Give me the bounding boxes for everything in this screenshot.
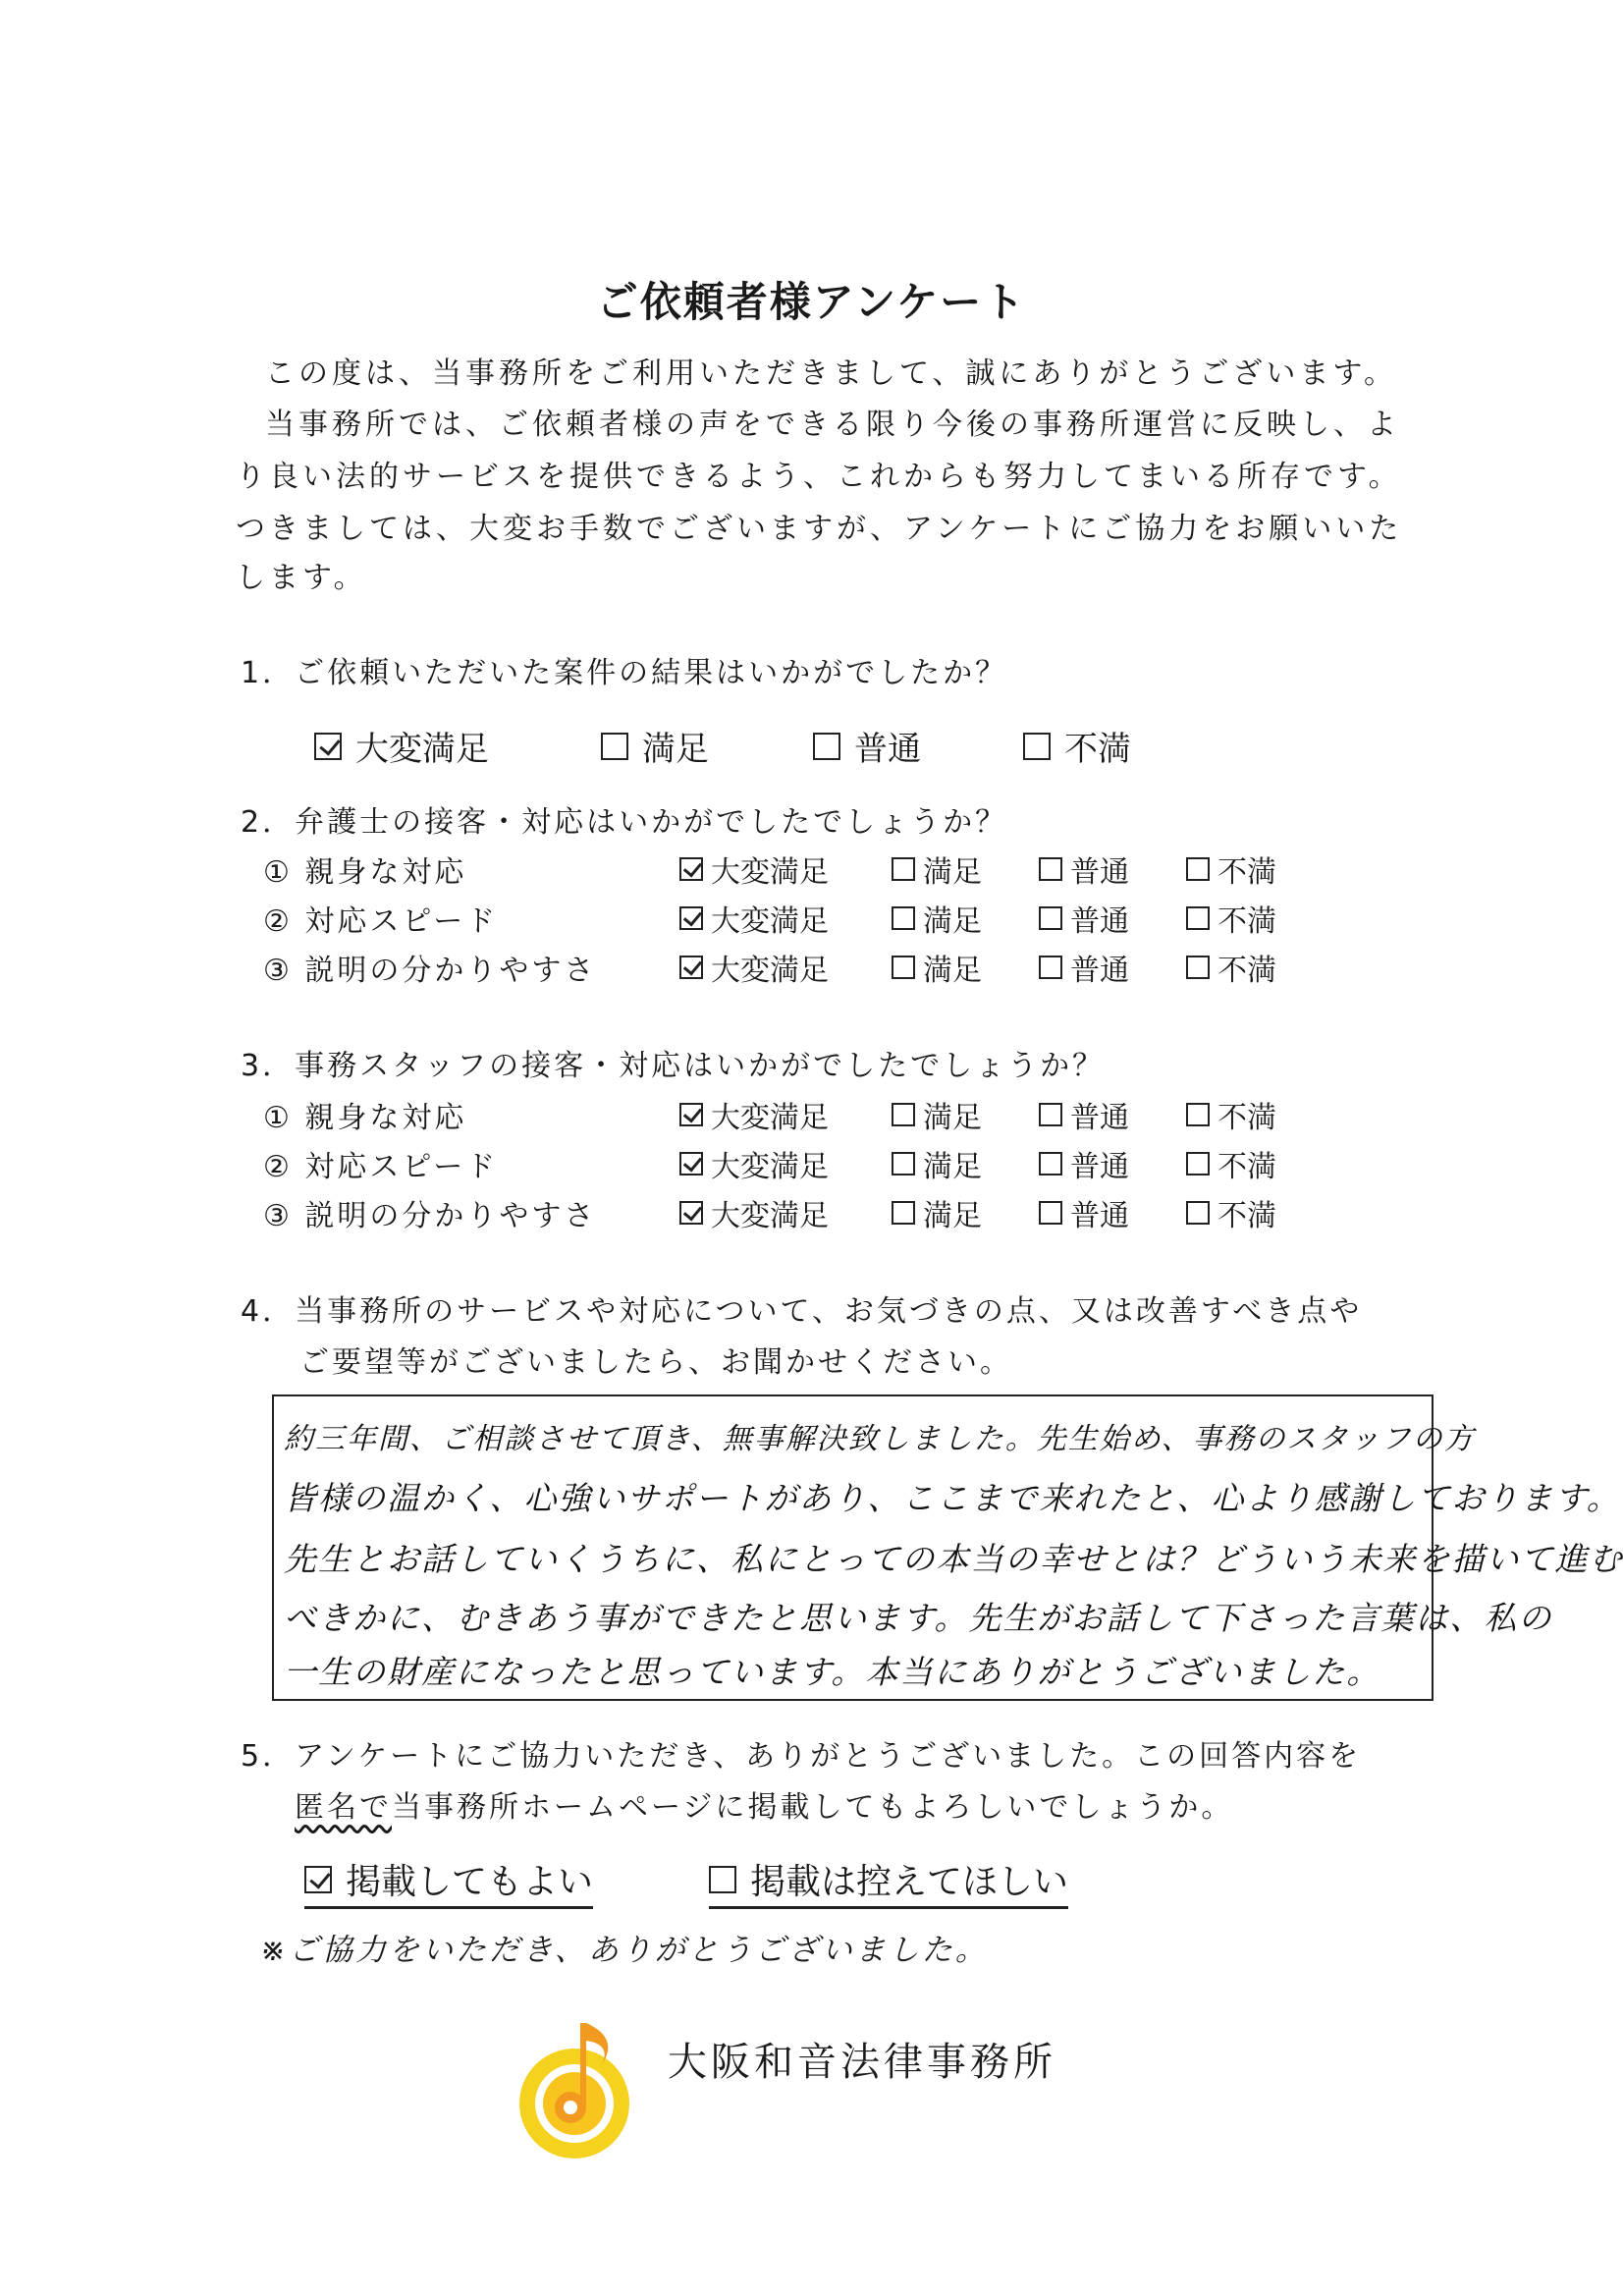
q3-item-3-satisfied[interactable]: 満足: [892, 1191, 982, 1234]
checkbox[interactable]: [1186, 1103, 1210, 1126]
q5-anonymous-emphasis: 匿名で: [295, 1790, 392, 1825]
q2-item-2-normal[interactable]: 普通: [1039, 897, 1129, 940]
q2-question: 2．弁護士の接客・対応はいかがでしたでしょうか？: [241, 805, 1008, 840]
q1-option-very-satisfied[interactable]: 大変満足: [314, 722, 489, 770]
q5-question-line-1: 5．アンケートにご協力いただき、ありがとうございました。この回答内容を: [241, 1739, 1362, 1774]
checkbox[interactable]: [709, 1866, 736, 1893]
q2-item-1-normal[interactable]: 普通: [1039, 847, 1129, 891]
q2-item-2-very-satisfied[interactable]: 大変満足: [679, 897, 829, 940]
q2-item-1-unsatisfied[interactable]: 不満: [1186, 847, 1276, 891]
q3-item-3-unsatisfied[interactable]: 不満: [1186, 1191, 1276, 1234]
q5-question-line-2: 匿名で当事務所ホームページに掲載してもよろしいでしょうか。: [295, 1790, 1234, 1825]
checkbox[interactable]: [1039, 956, 1062, 979]
intro-line-3: り良い法的サービスを提供できるよう、これからも努力してまいる所存です。: [236, 460, 1402, 494]
q3-item-2-label: ② 対応スピード: [263, 1150, 499, 1184]
checkbox-checked[interactable]: [679, 1152, 703, 1175]
q3-item-3-normal[interactable]: 普通: [1039, 1191, 1129, 1234]
q5-option-decline[interactable]: 掲載は控えてほしい: [709, 1854, 1068, 1909]
q2-item-2-satisfied[interactable]: 満足: [892, 897, 982, 940]
q1-question: 1．ご依頼いただいた案件の結果はいかがでしたか？: [241, 656, 1008, 690]
q2-item-1-very-satisfied[interactable]: 大変満足: [679, 847, 829, 891]
intro-line-2: 当事務所では、ご依頼者様の声をできる限り今後の事務所運営に反映し、よ: [265, 408, 1400, 442]
checkbox[interactable]: [892, 906, 915, 930]
checkbox[interactable]: [813, 733, 840, 760]
checkbox[interactable]: [892, 857, 915, 881]
q3-item-2-very-satisfied[interactable]: 大変満足: [679, 1142, 829, 1185]
checkbox[interactable]: [1186, 1201, 1210, 1225]
q2-item-3-label: ③ 説明の分かりやすさ: [263, 954, 597, 988]
checkbox-checked[interactable]: [679, 1201, 703, 1225]
checkbox-checked[interactable]: [679, 956, 703, 979]
checkbox-checked[interactable]: [679, 1103, 703, 1126]
comment-line-1: 約三年間、ご相談させて頂き、無事解決致しました。先生始め、事務のスタッフの方: [284, 1422, 1476, 1456]
checkbox[interactable]: [1039, 1103, 1062, 1126]
q5-option-allow[interactable]: 掲載してもよい: [304, 1854, 593, 1909]
checkbox[interactable]: [601, 733, 628, 760]
checkbox-checked[interactable]: [679, 857, 703, 881]
q2-item-2-unsatisfied[interactable]: 不満: [1186, 897, 1276, 940]
q4-question-line-2: ご要望等がございましたら、お聞かせください。: [299, 1345, 1012, 1380]
checkbox[interactable]: [1039, 857, 1062, 881]
checkbox[interactable]: [1039, 1201, 1062, 1225]
q1-option-unsatisfied[interactable]: 不満: [1023, 722, 1131, 770]
checkbox[interactable]: [1186, 956, 1210, 979]
q2-item-3-satisfied[interactable]: 満足: [892, 946, 982, 989]
checkbox[interactable]: [1039, 1152, 1062, 1175]
checkbox[interactable]: [1186, 1152, 1210, 1175]
q1-option-normal[interactable]: 普通: [813, 722, 921, 770]
q2-item-3-normal[interactable]: 普通: [1039, 946, 1129, 989]
checkbox-checked[interactable]: [679, 906, 703, 930]
q3-question: 3．事務スタッフの接客・対応はいかがでしたでしょうか？: [241, 1049, 1106, 1083]
q3-item-2-unsatisfied[interactable]: 不満: [1186, 1142, 1276, 1185]
intro-line-4: つきましては、大変お手数でございますが、アンケートにご協力をお願いいた: [236, 512, 1403, 546]
q3-item-3-very-satisfied[interactable]: 大変満足: [679, 1191, 829, 1234]
comment-line-4: べきかに、むきあう事ができたと思います。先生がお話して下さった言葉は、私の: [284, 1599, 1553, 1637]
q2-item-1-label: ① 親身な対応: [263, 855, 467, 890]
q2-item-3-unsatisfied[interactable]: 不満: [1186, 946, 1276, 989]
checkbox[interactable]: [892, 956, 915, 979]
q3-item-1-unsatisfied[interactable]: 不満: [1186, 1093, 1276, 1136]
q1-option-satisfied[interactable]: 満足: [601, 722, 709, 770]
intro-line-5: します。: [236, 561, 367, 595]
checkbox[interactable]: [1186, 906, 1210, 930]
comment-textarea[interactable]: [272, 1394, 1623, 1701]
firm-name: 大阪和音法律事務所: [668, 2040, 1056, 2085]
q3-item-1-satisfied[interactable]: 満足: [892, 1093, 982, 1136]
q3-item-1-very-satisfied[interactable]: 大変満足: [679, 1093, 829, 1136]
checkbox-checked[interactable]: [314, 733, 342, 760]
page-title: ご依頼者様アンケート: [596, 278, 1027, 326]
q3-item-2-satisfied[interactable]: 満足: [892, 1142, 982, 1185]
intro-line-1: この度は、当事務所をご利用いただきまして、誠にありがとうございます。: [265, 356, 1397, 391]
q2-item-1-satisfied[interactable]: 満足: [892, 847, 982, 891]
checkbox[interactable]: [892, 1201, 915, 1225]
comment-line-2: 皆様の温かく、心強いサポートがあり、ここまで来れたと、心より感謝しております。: [284, 1479, 1621, 1517]
thanks-note: ※ご協力をいただき、ありがとうございました。: [260, 1933, 989, 1968]
q2-item-2-label: ② 対応スピード: [263, 904, 499, 939]
checkbox-checked[interactable]: [304, 1866, 332, 1893]
q3-item-3-label: ③ 説明の分かりやすさ: [263, 1199, 597, 1233]
q2-item-3-very-satisfied[interactable]: 大変満足: [679, 946, 829, 989]
comment-line-5: 一生の財産になったと思っています。本当にありがとうございました。: [284, 1653, 1381, 1691]
q3-item-1-normal[interactable]: 普通: [1039, 1093, 1129, 1136]
checkbox[interactable]: [892, 1152, 915, 1175]
firm-logo-icon: [515, 2003, 643, 2160]
q4-question-line-1: 4．当事務所のサービスや対応について、お気づきの点、又は改善すべき点や: [241, 1294, 1363, 1329]
comment-line-3: 先生とお話していくうちに、私にとっての本当の幸せとは？どういう未来を描いて進む: [284, 1540, 1623, 1578]
checkbox[interactable]: [1039, 906, 1062, 930]
q3-item-1-label: ① 親身な対応: [263, 1101, 467, 1135]
checkbox[interactable]: [1186, 857, 1210, 881]
q3-item-2-normal[interactable]: 普通: [1039, 1142, 1129, 1185]
checkbox[interactable]: [892, 1103, 915, 1126]
checkbox[interactable]: [1023, 733, 1051, 760]
